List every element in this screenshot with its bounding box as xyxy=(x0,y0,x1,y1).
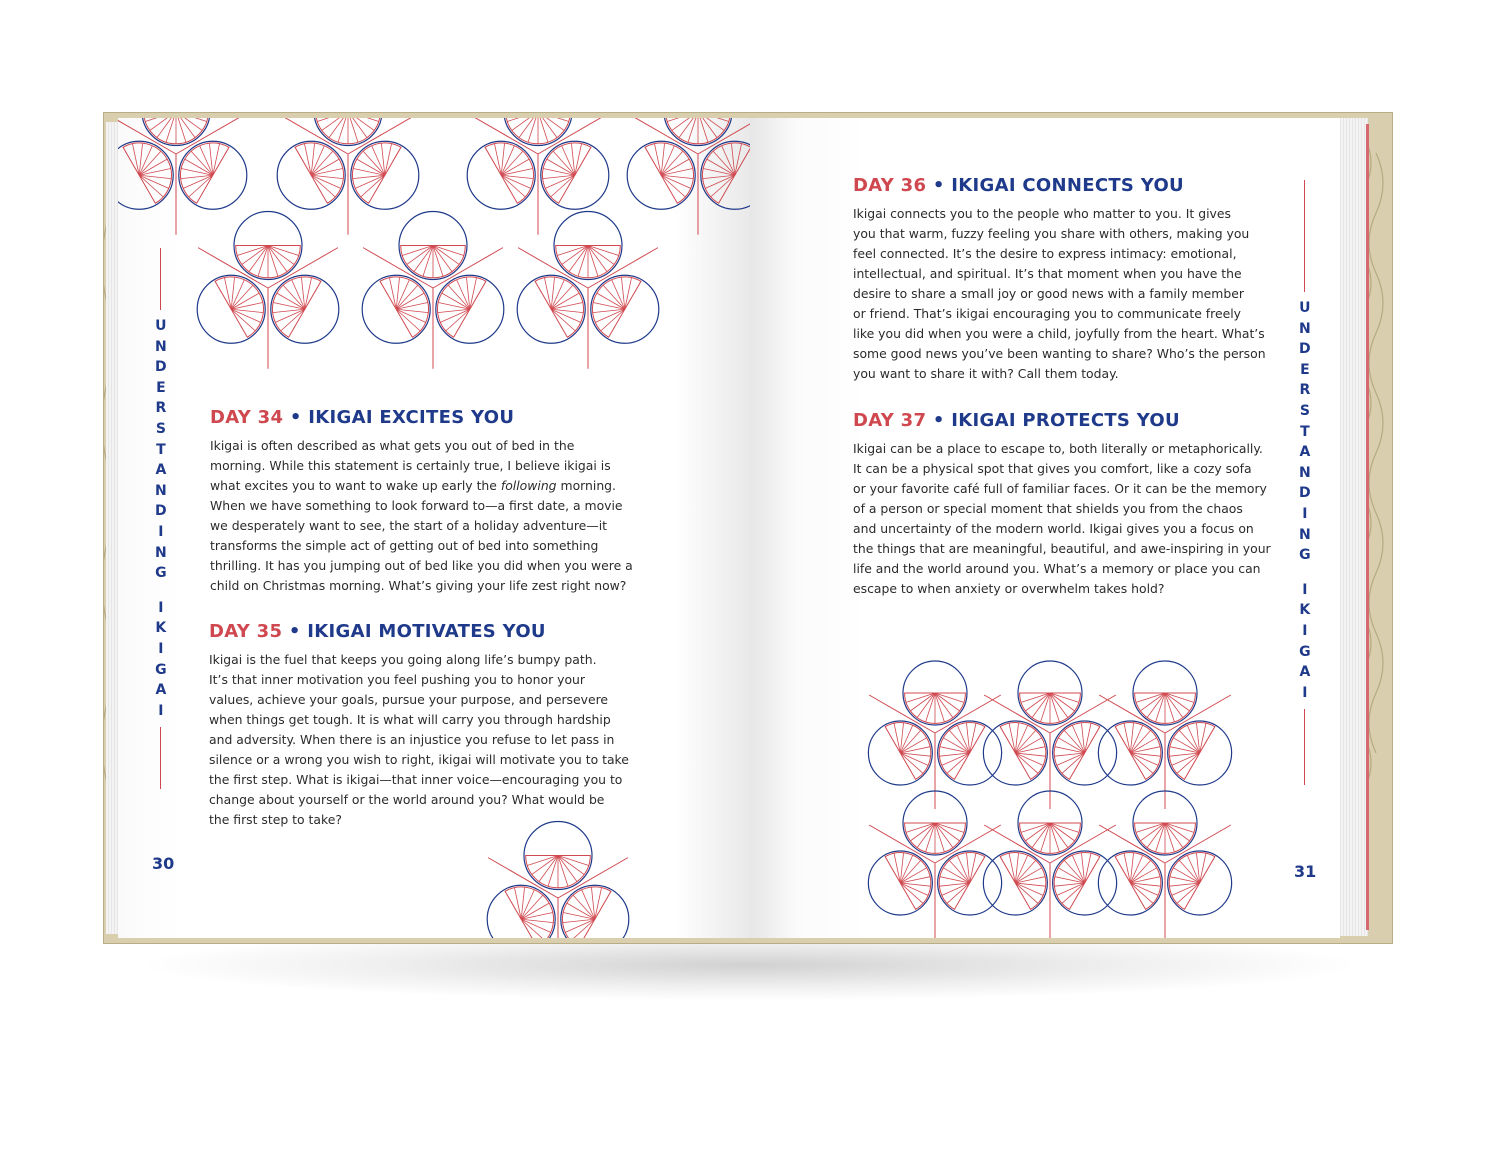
day37-line: It can be a physical spot that gives you comfort, like a cozy sofa xyxy=(853,461,1252,476)
day35-line: It’s that inner motivation you feel pushing you to honor your xyxy=(209,672,585,687)
day35-day-label: DAY 35 xyxy=(209,621,283,642)
circle-fan-motif-icon xyxy=(840,648,1260,938)
side-label-letter: E xyxy=(156,379,166,396)
day37-line: the things that are meaningful, beautiful, and awe-inspiring in your xyxy=(853,541,1271,556)
motif-flower xyxy=(868,661,1001,809)
day34-line: child on Christmas morning. What’s giving your life zest right now? xyxy=(210,578,627,593)
side-label-letter: A xyxy=(1299,664,1311,681)
day34-line: thrilling. It has you jumping out of bed like you did when you were a xyxy=(210,558,633,573)
motif-flower xyxy=(467,118,609,235)
day37-separator: • xyxy=(932,410,945,431)
left-page xyxy=(118,118,750,938)
day35-line: when things get tough. It is what will carry you through hardship xyxy=(209,712,611,727)
day37-line: Ikigai can be a place to escape to, both literally or metaphorically. xyxy=(853,441,1263,456)
side-label-letter: I xyxy=(1302,505,1308,522)
day34-emphasis: following xyxy=(500,478,557,493)
day34-separator: • xyxy=(289,407,302,428)
day34-section xyxy=(210,407,633,596)
side-label-letter: U xyxy=(155,318,167,334)
side-label-letter: D xyxy=(155,503,167,520)
motif-flower xyxy=(868,791,1001,938)
side-label-understanding-ikigai xyxy=(1299,180,1311,785)
day35-line: values, achieve your goals, pursue your purpose, and persevere xyxy=(209,692,609,707)
side-label-letter: D xyxy=(1299,341,1311,358)
side-label-letter: I xyxy=(158,702,164,719)
motif-flower xyxy=(362,212,504,369)
motif-flower xyxy=(1098,661,1231,809)
motif-flower xyxy=(487,822,629,939)
side-label-letter: G xyxy=(155,661,167,678)
motif-flower xyxy=(277,118,419,235)
day37-day-label: DAY 37 xyxy=(853,410,927,431)
side-label-letter: I xyxy=(158,523,164,540)
bookmark-ribbon xyxy=(1366,124,1369,930)
day34-line: When we have something to look forward to—a first date, a movie xyxy=(210,498,623,513)
day37-line: escape to when anxiety or overwhelm takes hold? xyxy=(853,581,1165,596)
side-label-letter: I xyxy=(1302,684,1308,701)
day36-day-label: DAY 36 xyxy=(853,175,927,196)
side-label-letters xyxy=(1299,298,1311,703)
day35-section xyxy=(209,621,629,830)
side-label-letter: G xyxy=(155,565,167,582)
day37-line: of a person or special moment that shields you from the chaos xyxy=(853,501,1243,516)
day37-body xyxy=(853,439,1271,599)
day35-line: change about yourself or the world around you? What would be xyxy=(209,792,605,807)
side-label-letter: S xyxy=(1299,402,1310,419)
side-label-letter: T xyxy=(1300,423,1310,440)
motif-flower xyxy=(517,212,659,369)
day36-line: like you did when you were a child, joyfully from the heart. What’s xyxy=(853,326,1265,341)
day37-title: IKIGAI PROTECTS YOU xyxy=(951,410,1180,431)
day36-line: some good news you’ve been wanting to share? Who’s the person xyxy=(853,346,1266,361)
right-page-edges xyxy=(1338,118,1368,936)
side-label-letter: R xyxy=(155,400,167,417)
side-label-rule-top xyxy=(1304,180,1305,292)
day34-line: Ikigai is often described as what gets you out of bed in the xyxy=(210,438,575,453)
side-label-rule-bottom xyxy=(1304,709,1305,785)
motif-flower xyxy=(983,661,1116,809)
motif-flower xyxy=(197,212,339,369)
day35-line: the first step to take? xyxy=(209,812,342,827)
day35-separator: • xyxy=(288,621,301,642)
side-label-rule-top xyxy=(160,248,161,310)
day36-separator: • xyxy=(932,175,945,196)
side-label-letter: D xyxy=(1299,485,1311,502)
day34-day-label: DAY 34 xyxy=(210,407,284,428)
day36-line: desire to share a small joy or good news with a family member xyxy=(853,286,1244,301)
side-label-letter: N xyxy=(1299,320,1311,337)
day36-line: intellectual, and spiritual. It’s that moment when you have the xyxy=(853,266,1242,281)
motif-flower xyxy=(627,118,750,235)
side-label-letter: K xyxy=(1299,602,1311,619)
side-label-letter: N xyxy=(155,482,167,499)
day36-line: Ikigai connects you to the people who matter to you. It gives xyxy=(853,206,1231,221)
side-label-letter: S xyxy=(155,420,166,437)
day36-heading xyxy=(853,175,1266,196)
side-label-letter: G xyxy=(1299,547,1311,564)
day35-line: Ikigai is the fuel that keeps you going along life’s bumpy path. xyxy=(209,652,597,667)
day36-section xyxy=(853,175,1266,384)
side-label-letter: I xyxy=(158,599,164,616)
page-number: 30 xyxy=(152,854,175,873)
side-label-letter: I xyxy=(1302,581,1308,598)
day34-line-tail: morning. xyxy=(556,478,616,493)
day37-section xyxy=(853,410,1271,599)
side-label-letter: A xyxy=(155,682,167,699)
side-label-letter: N xyxy=(1299,526,1311,543)
day37-line: or your favorite café full of familiar faces. Or it can be the memory xyxy=(853,481,1267,496)
side-label-letter: I xyxy=(1302,622,1308,639)
day36-line: feel connected. It’s the desire to express intimacy: emotional, xyxy=(853,246,1237,261)
side-label-letter: N xyxy=(155,544,167,561)
side-label-letter: I xyxy=(158,640,164,657)
day35-title: IKIGAI MOTIVATES YOU xyxy=(307,621,546,642)
side-label-understanding-ikigai xyxy=(155,248,167,789)
side-label-letter: T xyxy=(156,441,166,458)
side-label-letter: K xyxy=(155,620,167,637)
day35-body xyxy=(209,650,629,830)
day34-title: IKIGAI EXCITES YOU xyxy=(308,407,515,428)
day36-body xyxy=(853,204,1266,384)
right-page xyxy=(750,118,1340,938)
circle-fan-motif-icon xyxy=(478,818,638,938)
motif-flower xyxy=(983,791,1116,938)
motif-flower xyxy=(1098,791,1231,938)
day35-heading xyxy=(209,621,629,642)
day35-line: and adversity. When there is an injustice you refuse to let pass in xyxy=(209,732,615,747)
side-label-rule-bottom xyxy=(160,727,161,789)
side-label-letter: N xyxy=(1299,464,1311,481)
side-label-letter: N xyxy=(155,338,167,355)
side-label-letter: A xyxy=(155,462,167,479)
side-label-letter: U xyxy=(1299,300,1311,316)
day35-line: silence or a wrong you wish to right, ikigai will motivate you to take xyxy=(209,752,629,767)
side-label-letters xyxy=(155,316,167,721)
side-label-letter: A xyxy=(1299,444,1311,461)
side-label-letter: E xyxy=(1300,361,1310,378)
day36-line: you that warm, fuzzy feeling you share with others, making you xyxy=(853,226,1250,241)
day34-line-text: what excites you to want to wake up early the xyxy=(210,478,501,493)
side-label-letter: D xyxy=(155,359,167,376)
day34-line xyxy=(210,476,633,496)
day35-line: the first step. What is ikigai—that inner voice—encouraging you to xyxy=(209,772,623,787)
day36-line: you want to share it with? Call them today. xyxy=(853,366,1119,381)
page-number: 31 xyxy=(1294,862,1317,881)
day36-title: IKIGAI CONNECTS YOU xyxy=(951,175,1184,196)
day37-line: and uncertainty of the modern world. Ikigai gives you a focus on xyxy=(853,521,1254,536)
side-label-letter: R xyxy=(1299,382,1311,399)
day36-line: or friend. That’s ikigai encouraging you to communicate freely xyxy=(853,306,1242,321)
day37-heading xyxy=(853,410,1271,431)
day34-line: morning. While this statement is certainly true, I believe ikigai is xyxy=(210,458,611,473)
day34-body xyxy=(210,436,633,596)
circle-fan-motif-icon xyxy=(118,118,750,388)
motif-flower xyxy=(118,118,247,235)
day34-line: we desperately want to see, the start of a holiday adventure—it xyxy=(210,518,607,533)
day34-line: transforms the simple act of getting out of bed into something xyxy=(210,538,599,553)
day37-line: life and the world around you. What’s a memory or place you can xyxy=(853,561,1261,576)
day34-heading xyxy=(210,407,633,428)
side-label-letter: G xyxy=(1299,643,1311,660)
